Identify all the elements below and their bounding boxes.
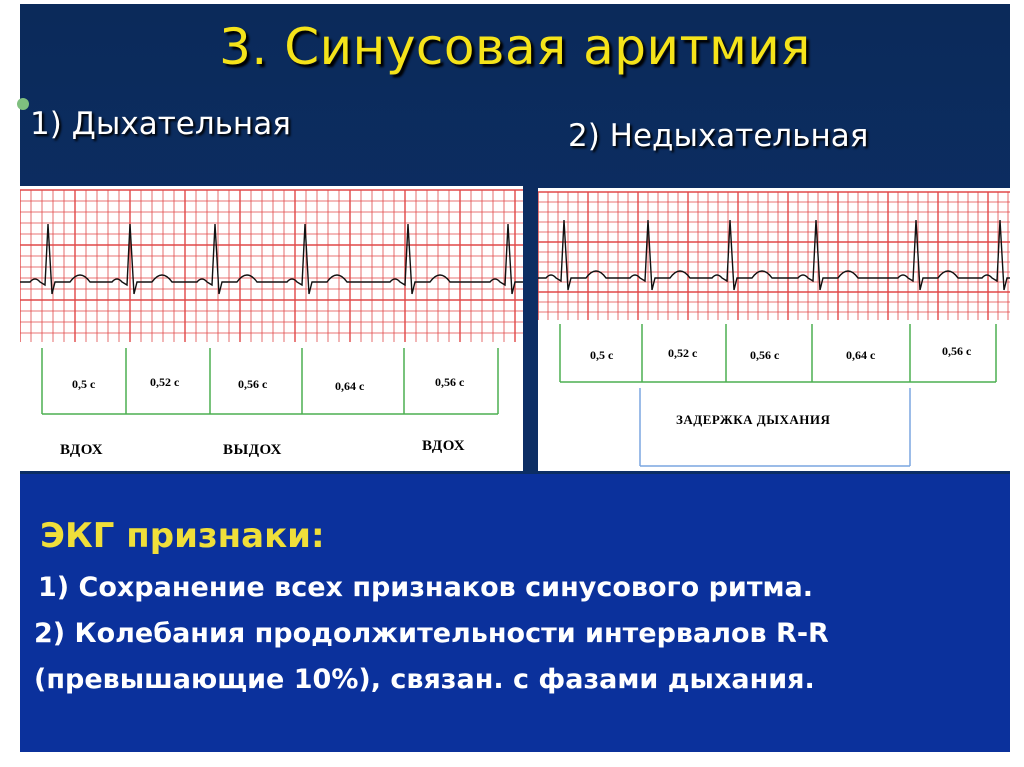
phase-label-inhale: ВДОХ [422, 438, 466, 454]
ecg-trace [538, 220, 1010, 290]
interval-label: 0,56 с [238, 377, 268, 391]
ekg-sign-2: 2) Колебания продолжительности интервалов R-R [34, 618, 829, 649]
phase-label-breath-hold: ЗАДЕРЖКА ДЫХАНИЯ [676, 412, 831, 427]
phase-label-exhale: ВЫДОХ [223, 442, 282, 458]
ekg-signs-heading: ЭКГ признаки: [40, 516, 325, 556]
slide-title: 3. Синусовая аритмия [219, 18, 811, 76]
ekg-sign-1: 1) Сохранение всех признаков синусового ритма. [38, 572, 814, 603]
ekg-sign-2-continued: (превышающие 10%), связан. с фазами дыхания. [34, 664, 815, 695]
ecg-strip-respiratory [20, 186, 523, 471]
subtitle-non-respiratory: 2) Недыхательная [568, 118, 869, 154]
ecg-panel-respiratory [20, 186, 523, 471]
interval-label: 0,52 с [150, 375, 180, 389]
subtitle-respiratory: 1) Дыхательная [30, 106, 291, 142]
ecg-panel-non-respiratory [538, 188, 1010, 471]
bullet-dot [17, 98, 29, 110]
interval-label: 0,52 с [668, 346, 698, 360]
ecg-trace [20, 224, 523, 294]
interval-label: 0,64 с [335, 379, 365, 393]
interval-label: 0,56 с [435, 375, 465, 389]
interval-label: 0,64 с [846, 348, 876, 362]
ecg-strip-non-respiratory [538, 188, 1010, 471]
interval-label: 0,5 с [72, 377, 96, 391]
ekg-signs-section [20, 474, 1010, 752]
slide [20, 4, 1010, 752]
interval-label: 0,56 с [942, 344, 972, 358]
interval-label: 0,5 с [590, 348, 614, 362]
interval-label: 0,56 с [750, 348, 780, 362]
phase-label-inhale: ВДОХ [60, 442, 104, 458]
